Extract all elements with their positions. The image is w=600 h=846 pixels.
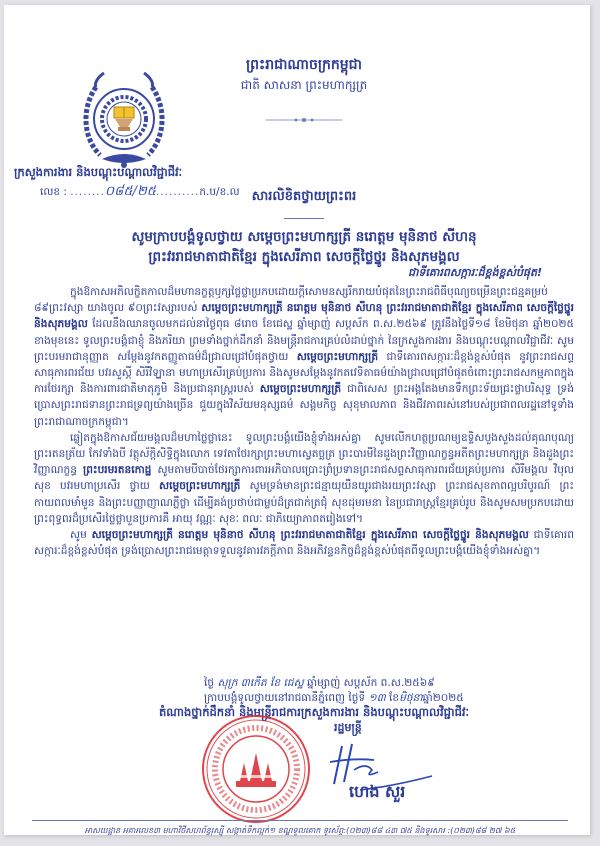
salutation-line-1: សូមក្រាបបង្គំទូលថ្វាយ សម្តេចព្រះមហាក្សត្រី នរោត្តម មុនិនាថ សីហនុ	[131, 229, 477, 245]
paragraph-text: ជាទីគោរពសក្ការៈដ៏ខ្ពង់ខ្ពស់បំផុត នូវព្រះរាជសព្ទសាធុការពរជ័យ បវរសួស្តី សិរីវិឡ្ញានា មហាប្រសើរគ្រប់ប្រការ និងសូមសម្តែងនូវកតវេទិតាធម៌យ៉ាងជ្រាលជ្រៅបំផុតចំពោះព្រះរាជសកម្មភាពក្នុងការថែរក្សា និងការពារជាតិមាតុភូមិ និងប្រជានុរាស្ត្ររបស់	[34, 350, 574, 396]
ref-slash: /	[132, 184, 137, 199]
royal-name: សម្តេចព្រះមហាក្សត្រី	[159, 480, 241, 493]
footer-divider	[32, 820, 568, 821]
ministry-name: ក្រសួងការងារ និងបណ្តុះបណ្តាលវិជ្ជាជីវៈ	[14, 165, 183, 179]
letter-page	[4, 5, 590, 835]
official-seal-icon	[200, 713, 312, 825]
paragraph-text: ដែលនឹងឈានចូលមកដល់នាថ្ងៃពុធ ៨រោច ខែជេស្ឋ ឆ្នាំម្សាញ់ សប្តស័ក ព.ស.២៥៦៩ ត្រូវនឹងថ្ងៃទី១៨ ខែមិថុនា ឆ្នាំ២០២៥ ខាងមុខនេះ ទូលព្រះបង្គំជាខ្ញុំ និងភរិយា ព្រមទាំងថ្នាក់ដឹកនាំ និងមន្ត្រីរាជការគ្រប់លំដាប់ថ្នាក់ នៃក្រសួងការងារ និងបណ្តុះបណ្តាលវិជ្ជាជីវៈ សូមព្រះបរមរាជានុញ្ញាត សម្តែងនូវកតញ្ញូតាធម៌ដ៏ជ្រាលជ្រៅបំផុតថ្វាយ	[34, 318, 574, 363]
body-paragraph	[34, 430, 574, 527]
paragraph-text: ជាពិសេស ព្រះអង្គតែងមានទឹកព្រះទ័យជ្រះថ្លាបរិសុទ្ធ ទ្រង់ប្រោសព្រះរាជទានព្រះរាជទ្រព្យយ៉ាងច្រើន ជួយក្នុងវិស័យមនុស្សធម៌ សង្គមកិច្ច សុខុមាលភាព និងជីវភាពរស់នៅរបស់ប្រជាពលរដ្ឋនៅទូទាំងព្រះរាជាណាចក្រកម្ពុជា។	[34, 383, 574, 428]
ornament-divider	[266, 108, 342, 114]
royal-name: សម្តេចព្រះមហាក្សត្រី នរោត្តម មុនិនាថ សីហនុ ព្រះវររាជមាតាជាតិខ្មែរ ក្នុងសេរីភាព សេចក្តីថ្លៃថ្នូរ និងសុភមង្គល	[91, 529, 529, 542]
signer-title: តំណាងថ្នាក់ដឹកនាំ និងមន្ត្រីរាជការក្រសួងការងារ និងបណ្តុះបណ្តាលវិជ្ជាជីវៈ	[158, 705, 470, 719]
paragraph-text: ក្នុងឱកាសអភិលក្ខិតកាលដ៏មហានក្ខត្តឫក្សថ្លៃថ្លាប្រកបដោយក្តីសោមនស្សរីករាយបំផុតនៃព្រះរាជពិធីបុណ្យចម្រើនព្រះជន្មគម្រប់ ៨៩ព្រះវស្សា យាងចូល ៩០ព្រះវស្សារបស់	[34, 286, 548, 315]
ref-number: ០៨៥	[104, 184, 133, 199]
title-divider	[284, 218, 324, 219]
body-paragraph	[34, 527, 574, 559]
ref-dots: ........	[70, 186, 105, 198]
salutation	[64, 227, 544, 267]
paragraph-text: សូមទ្រង់មានព្រះជន្មាយុយឺនយូរជាងរយព្រះវស្សា ព្រះរាជសុខភាពល្អបរិបូរណ៍ ព្រះកាយពលមាំមួន និងព្រះបញ្ញាញាណភ្លឺថ្លា ដើម្បីគង់ប្រថាប់ជាម្លប់ដ៏ត្រជាក់ត្រជុំ សុខដុមរមនា នៃប្រជារាស្ត្រខ្មែរគ្រប់រូប និងសូមសមប្រកបដោយព្រះពុទ្ធពរដ៏ប្រសើរថ្លៃថ្លាបួនប្រការគឺ អាយុ វណ្ណៈ សុខៈ ពលៈ ជាភិយ្យោភាពតរៀងទៅ។	[34, 480, 574, 525]
lunar-suffix: ឆ្នាំម្សាញ់ សប្តស័ក ព.ស.២៥៦៩	[303, 677, 435, 689]
paragraph-text: ជាទីគោរពសក្ការៈដ៏ខ្ពង់ខ្ពស់បំផុត ទ្រង់ប្រោសព្រះរាជមេត្តាទទួលនូវគារវភក្តីភាព និងអភិវន្ទនកិច្ចដ៏ខ្ពង់ខ្ពស់បំផុតពីទូលព្រះបង្គំយើងខ្ញុំទាំងអស់គ្នា។	[34, 529, 574, 558]
paragraph-text: សូមតាមបីបាច់ថែរក្សាការពារអភិបាលប្រោះព្រំប្រទានព្រះរាជសព្ទសាធុការពរជ័យគ្រប់ប្រការ សិរីមង្គល វិបុលសុខ បវរមហាប្រសើរ ថ្វាយ	[34, 464, 574, 493]
ministry-emblem	[74, 67, 174, 177]
ref-label: លេខ :	[40, 186, 67, 198]
national-motto: ជាតិ សាសនា ព្រះមហាក្សត្រ	[240, 78, 368, 92]
body-paragraph	[34, 284, 574, 430]
ref-year: ២៥	[136, 184, 156, 199]
paragraph-text: ឆ្លៀតក្នុងឱកាសជ័យមង្គលដ៏មហាថ្លៃថ្លានេះ ទូលព្រះបង្គំយើងខ្ញុំទាំងអស់គ្នា សូមលើកហត្ថប្រណម្យឧទ្ទិសបួងសួងដល់គុណបុណ្យព្រះរតនត្រ័យ កែវទាំងបី វត្ថុស័ក្តិសិទ្ធិក្នុងលោក ទេវតាថែរក្សាព្រះមហាស្វេតច្ឆត្រ ព្រះបារមីនៃដួងព្រះវិញ្ញាណក្ខន្ធអតីតព្រះមហាក្សត្រ និងដួងព្រះវិញ្ញាណក្ខន្ធ	[34, 431, 574, 477]
royal-name: ព្រះបរមរតនកោដ្ឋ	[83, 464, 152, 477]
ref-dots: ..........	[155, 186, 200, 198]
official-seal	[200, 713, 312, 825]
solar-mid: ខែ	[385, 692, 400, 704]
ornament-divider-icon	[266, 117, 342, 123]
solar-day: ១៣	[368, 692, 386, 704]
letter-body	[34, 284, 574, 559]
signer-role: រដ្ឋមន្ត្រី	[334, 721, 362, 734]
solar-month: មិថុនា	[399, 692, 423, 704]
royal-name: សម្តេចព្រះមហាក្សត្រី នរោត្តម មុនិនាថ សីហនុ ព្រះវររាជមាតាជាតិខ្មែរ ក្នុងសេរីភាព សេចក្តីថ្លៃថ្នូរ និងសុភមង្គល	[34, 302, 574, 331]
lunar-handwritten: សុក្រ ៣កើត ខែ ជេស្ឋ	[217, 677, 304, 689]
date-block	[204, 676, 584, 706]
footer-address: អាសយដ្ឋាន អគារលេខ៣ មហាវិថីសហព័ន្ធរុស្ស៊ី សង្កាត់ទឹកល្អក់១ ខណ្ឌទួលគោក ទូរស័ព្ទ:(០២៣)៨៨ ៤៣ ៧៥ និងទូរសារ :(០២៣)៨៨ ២៧ ៦៥	[84, 826, 516, 835]
ministry-emblem-icon	[74, 67, 174, 177]
solar-prefix: ក្រាបបង្គំទូលថ្វាយនៅរាជធានីភ្នំពេញ ថ្ងៃទី	[204, 692, 369, 704]
royal-name: សម្តេចព្រះមហាក្សត្រី	[296, 350, 379, 363]
document-title: សារលិខិតថ្វាយព្រះពរ	[251, 189, 357, 204]
lunar-date	[204, 676, 584, 691]
salutation-honorific: ជាទីគោរពសក្ការៈដ៏ខ្ពង់ខ្ពស់បំផុត!	[407, 266, 542, 279]
lunar-prefix: ថ្ងៃ	[204, 677, 215, 689]
kingdom-heading: ព្រះរាជាណាចក្រកម្ពុជា	[245, 57, 362, 73]
royal-name: សម្តេចព្រះមហាក្សត្រី	[259, 383, 342, 396]
paragraph-text: សូម	[70, 529, 92, 542]
signer-name: ហេង សួរ	[349, 782, 406, 801]
ref-suffix: ក.ប/ខ.ល	[199, 186, 240, 198]
solar-date	[204, 691, 584, 706]
salutation-line-2: ព្រះវររាជមាតាជាតិខ្មែរ ក្នុងសេរីភាព សេចក្តីថ្លៃថ្នូរ និងសុភមង្គល	[148, 249, 460, 265]
solar-year: ឆ្នាំ២០២៥	[422, 692, 464, 704]
